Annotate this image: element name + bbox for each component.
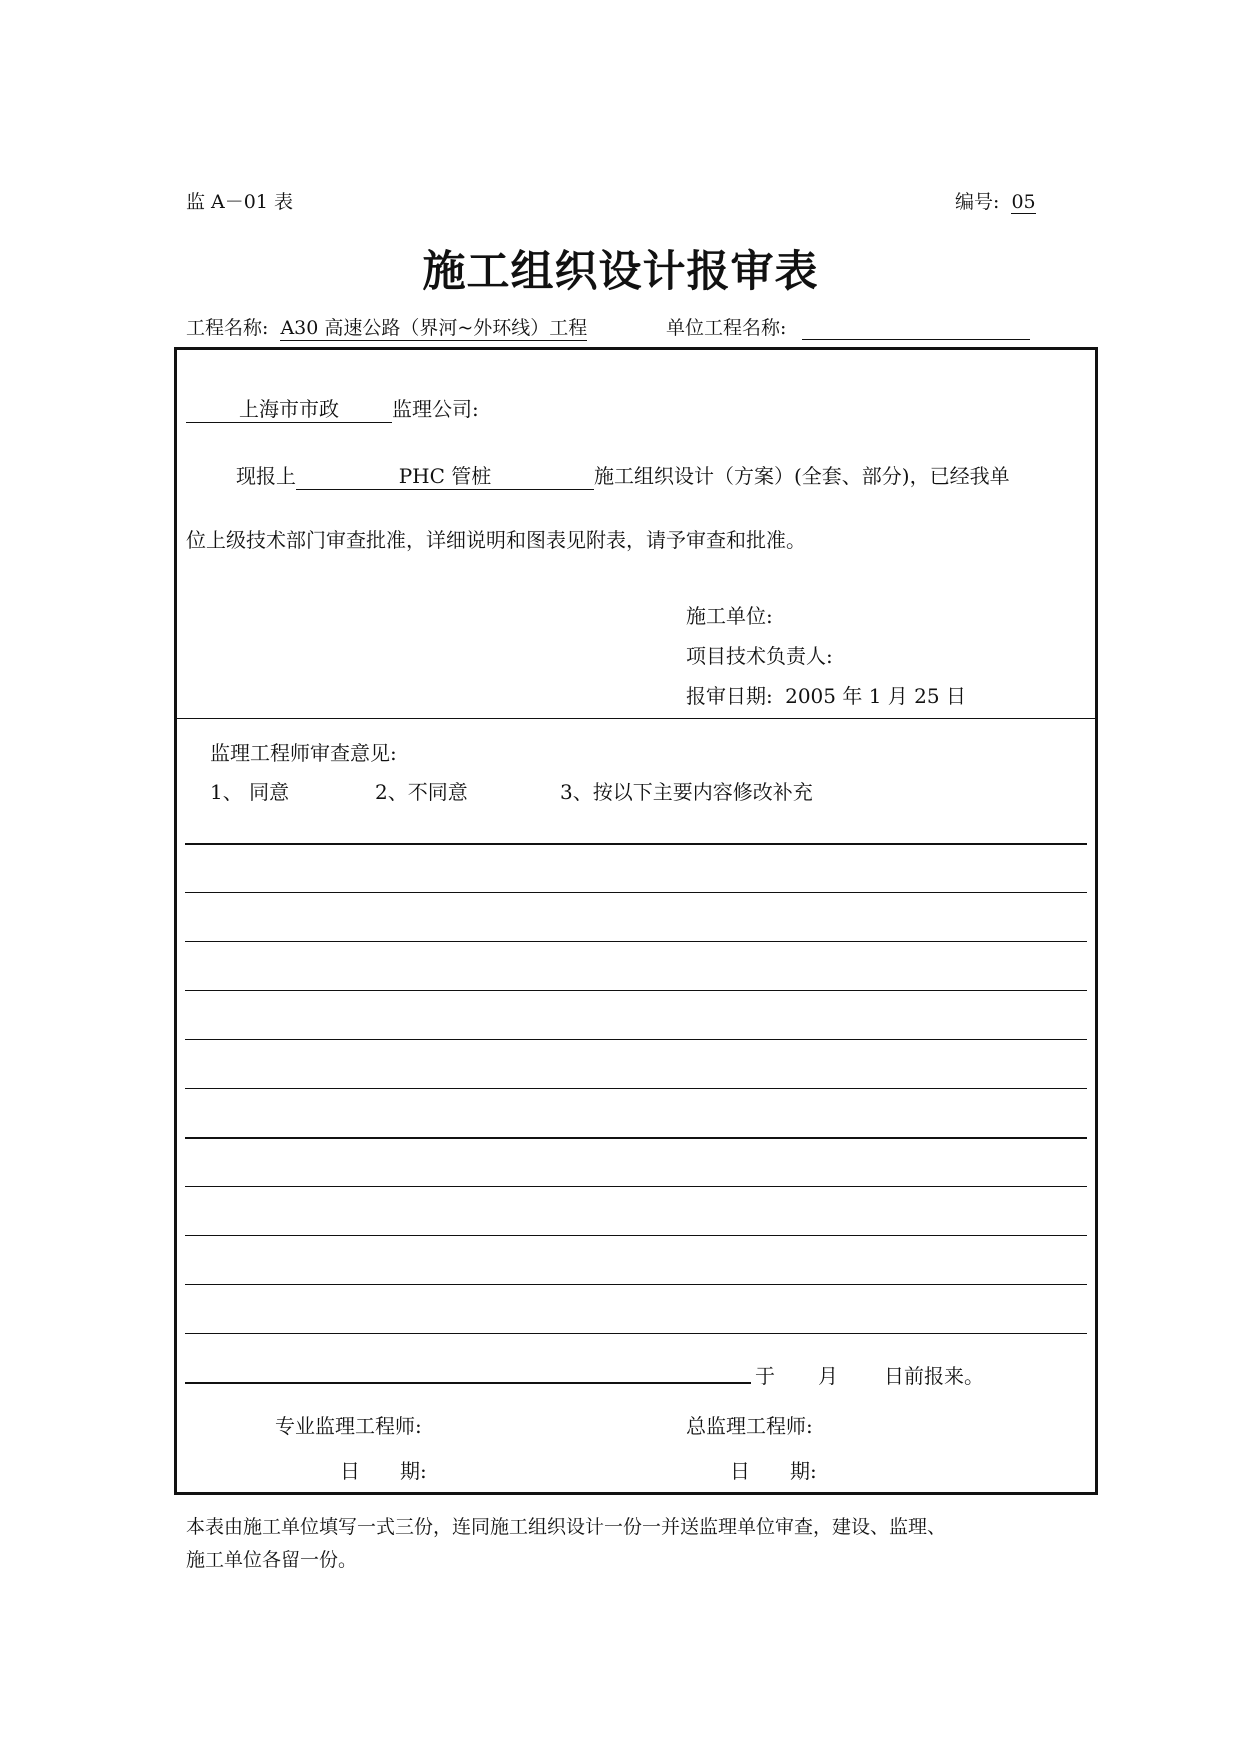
unit-project-value (802, 317, 1030, 340)
comment-line (185, 1333, 1087, 1334)
addressee-suffix: 监理公司: (392, 397, 479, 421)
comment-line (185, 1088, 1087, 1089)
specialist-date-label: 日 期: (340, 1459, 427, 1483)
comment-line (185, 941, 1087, 942)
comment-line (185, 1186, 1087, 1187)
project-name-value: A30 高速公路（界河~外环线）工程 (280, 313, 587, 341)
submission-prefix: 现报上 (236, 464, 296, 488)
specialist-engineer-label: 专业监理工程师: (275, 1414, 422, 1438)
unit-project-label: 单位工程名称: (666, 317, 787, 339)
addressee-company: 上海市市政 (186, 393, 392, 423)
review-option-3: 3、按以下主要内容修改补充 (560, 780, 813, 804)
chief-engineer-label: 总监理工程师: (686, 1414, 813, 1438)
comment-line (185, 1235, 1087, 1236)
form-number-value: 05 (1011, 191, 1036, 213)
comment-line (185, 1284, 1087, 1285)
addressee-row (186, 393, 479, 423)
contractor-label: 施工单位: (686, 604, 773, 628)
submission-date-value: 2005 年 1 月 25 日 (785, 684, 966, 708)
project-name-row (186, 313, 587, 341)
section-divider (174, 718, 1098, 719)
footer-note-line-1: 本表由施工单位填写一式三份，连同施工组织设计一份一并送监理单位审查，建设、监理、 (186, 1516, 947, 1538)
review-option-2: 2、不同意 (375, 780, 468, 804)
footer-note-line-2: 施工单位各留一份。 (186, 1549, 358, 1571)
submission-line-2: 位上级技术部门审查批准，详细说明和图表见附表，请予审查和批准。 (186, 528, 806, 552)
form-code: 监 A－01 表 (186, 191, 293, 213)
comment-line (185, 1137, 1087, 1139)
form-number-label: 编号: (955, 191, 1000, 213)
chief-date-label: 日 期: (730, 1459, 817, 1483)
submission-date-row (686, 680, 966, 709)
comment-line (185, 892, 1087, 893)
deadline-line (185, 1382, 751, 1384)
review-option-1: 1、 同意 (210, 780, 290, 804)
submission-date-label: 报审日期: (686, 684, 773, 708)
submission-subject: PHC 管桩 (296, 460, 594, 490)
comment-line (185, 1039, 1087, 1040)
tech-lead-label: 项目技术负责人: (686, 644, 833, 668)
project-name-label: 工程名称: (186, 317, 269, 339)
deadline-suffix: 日前报来。 (884, 1364, 984, 1388)
deadline-month: 月 (818, 1364, 838, 1388)
comment-line (185, 990, 1087, 991)
review-heading: 监理工程师审查意见: (210, 741, 397, 765)
comment-line (185, 843, 1087, 845)
submission-suffix: 施工组织设计（方案）(全套、部分)，已经我单 (594, 464, 1010, 488)
deadline-prefix: 于 (755, 1364, 775, 1388)
submission-line-1 (236, 460, 1010, 490)
unit-project-row (666, 313, 1030, 340)
form-frame (174, 347, 1098, 1495)
page-title: 施工组织设计报审表 (422, 247, 819, 297)
form-number (955, 187, 1036, 214)
